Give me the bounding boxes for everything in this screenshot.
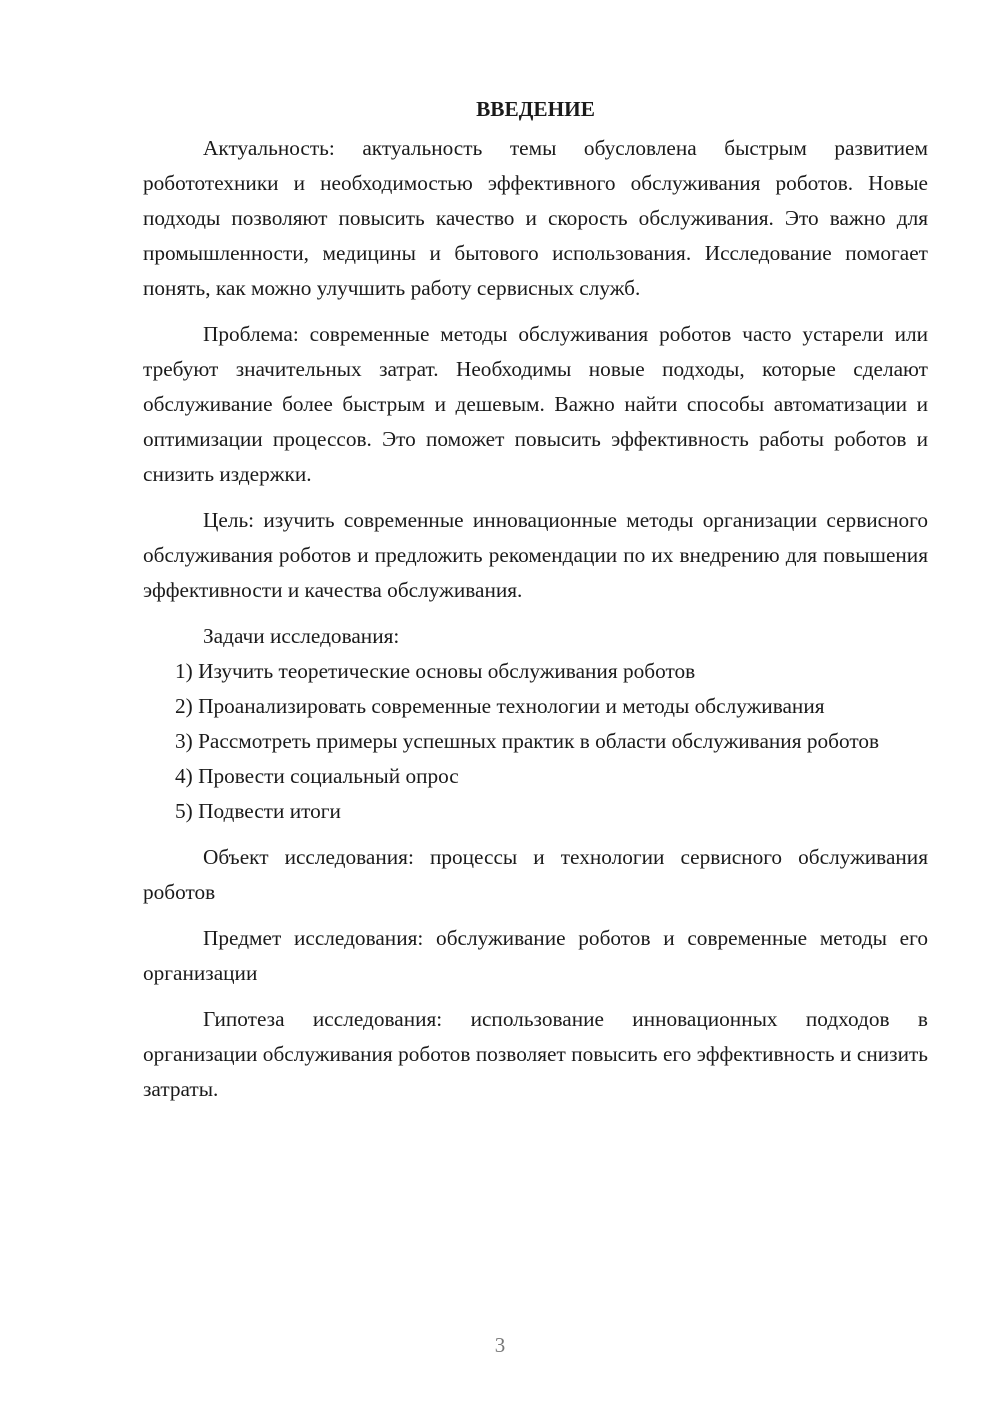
task-item-3: 3) Рассмотреть примеры успешных практик в области обслуживания роботов [175, 729, 880, 753]
task-item-1: 1) Изучить теоретические основы обслуживания роботов [175, 659, 696, 683]
relevance-paragraph: Актуальность: актуальность темы обусловлена быстрым развитием робототехники и необходимостью эффективного обслуживания роботов. Новые подходы позволяют повысить качество и скорость обслуживания. Это важно для промышленности, медицины и бытового использования. Исследование помогает понять, как можно улучшить работу сервисных служб. [143, 136, 928, 300]
subject-paragraph: Предмет исследования: обслуживание роботов и современные методы его организации [143, 926, 928, 985]
tasks-heading: Задачи исследования: [203, 624, 400, 648]
hypothesis-paragraph: Гипотеза исследования: использование инновационных подходов в организации обслуживания роботов позволяет повысить его эффективность и снизить затраты. [143, 1007, 928, 1101]
document-page [143, 92, 928, 1107]
object-paragraph: Объект исследования: процессы и технологии сервисного обслуживания роботов [143, 845, 928, 904]
page-title: ВВЕДЕНИЕ [476, 97, 595, 121]
task-item-5: 5) Подвести итоги [175, 799, 341, 823]
task-item-2: 2) Проанализировать современные технологии и методы обслуживания [175, 694, 825, 718]
page-number: 3 [494, 1333, 506, 1357]
goal-paragraph: Цель: изучить современные инновационные методы организации сервисного обслуживания роботов и предложить рекомендации по их внедрению для повышения эффективности и качества обслуживания. [143, 508, 928, 602]
problem-paragraph: Проблема: современные методы обслуживания роботов часто устарели или требуют значительных затрат. Необходимы новые подходы, которые сделают обслуживание более быстрым и дешевым. Важно найти способы автоматизации и оптимизации процессов. Это поможет повысить эффективность работы роботов и снизить издержки. [143, 322, 928, 486]
task-item-4: 4) Провести социальный опрос [175, 764, 459, 788]
